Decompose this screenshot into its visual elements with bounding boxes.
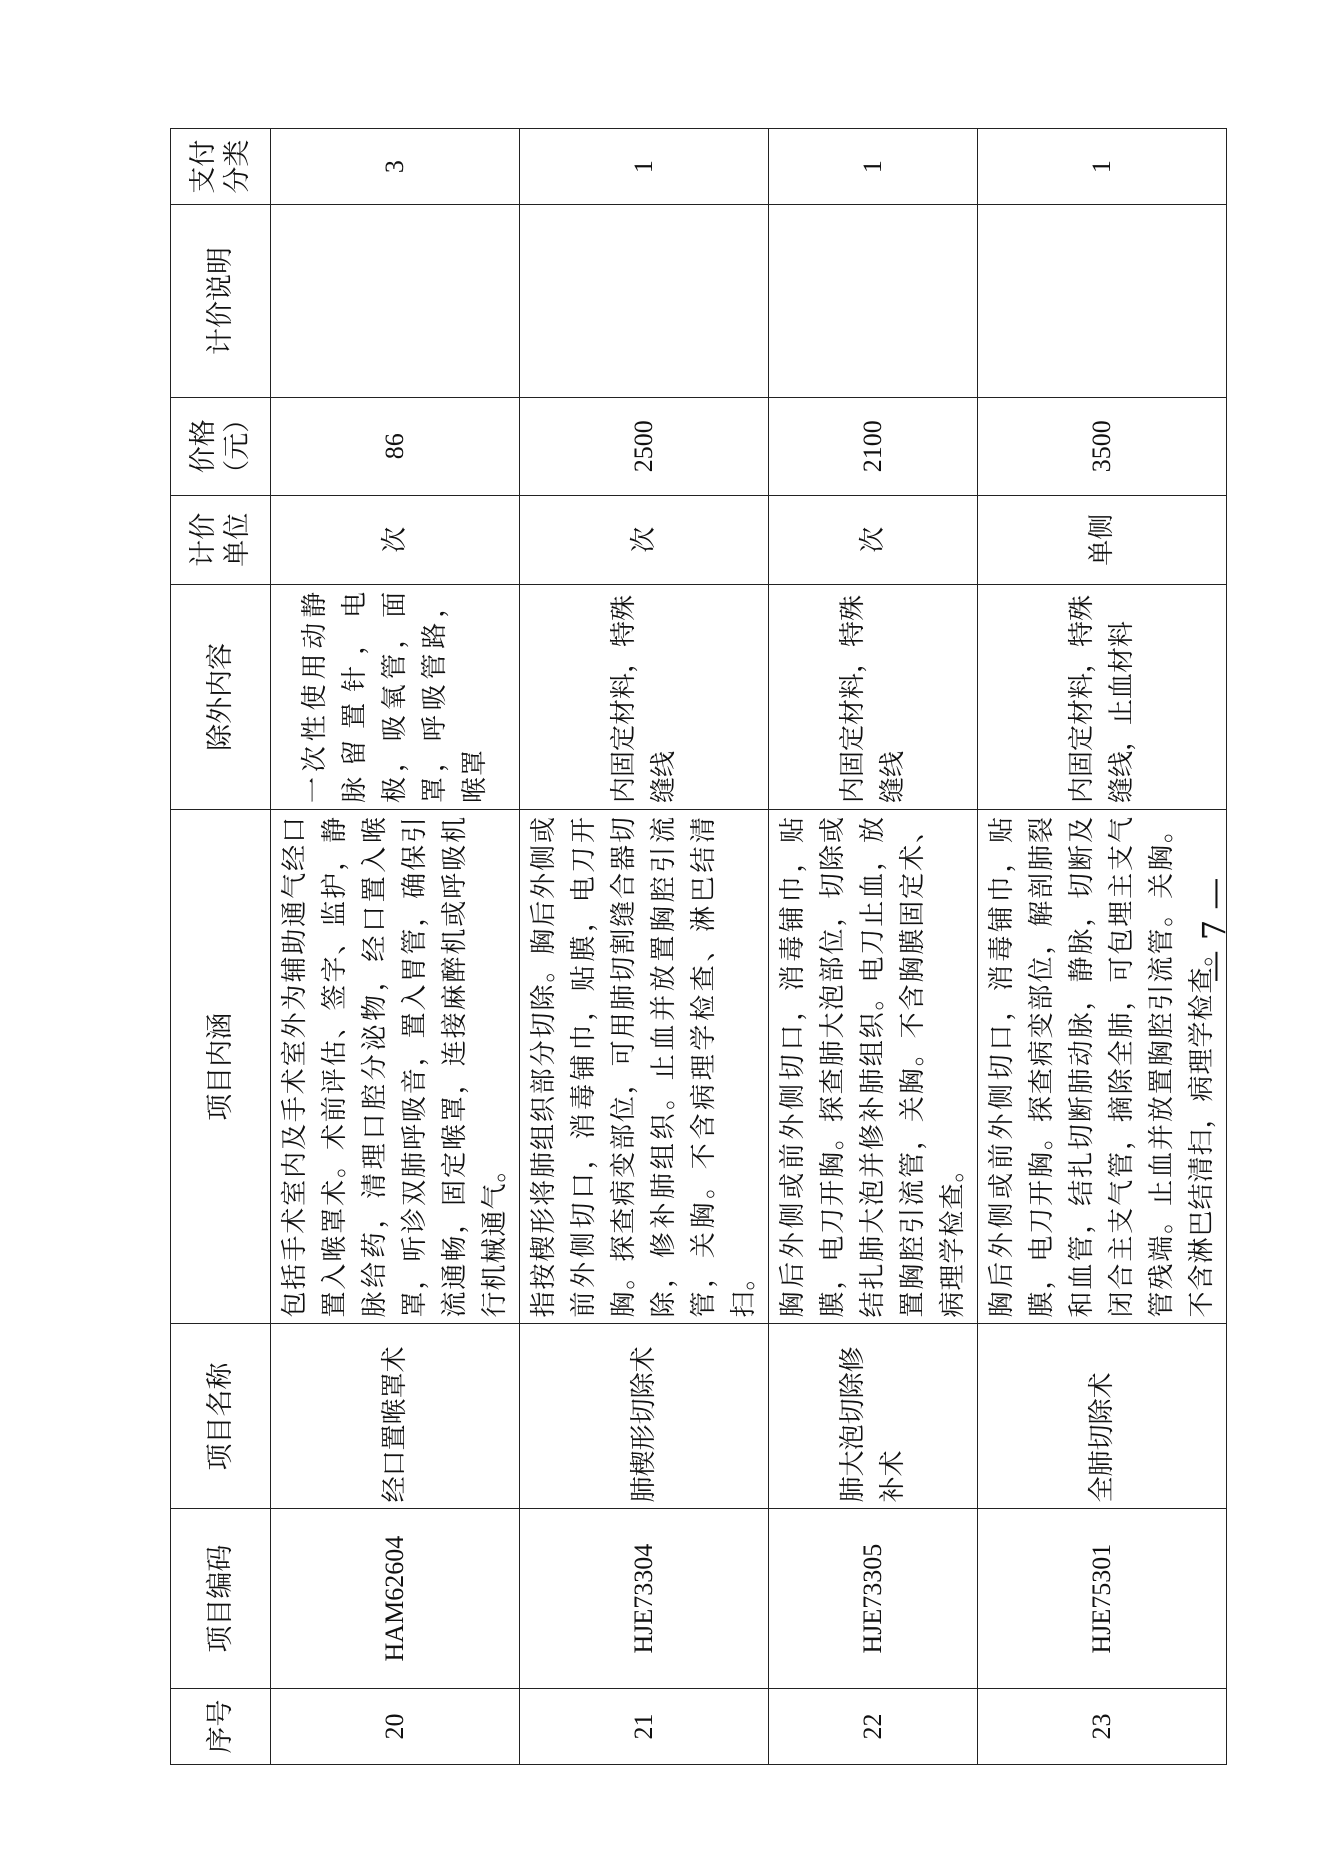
header-pricing-note: 计价说明 (171, 205, 271, 398)
header-seq: 序号 (171, 1688, 271, 1764)
cell-excluded: 内固定材料，特殊缝线 (769, 584, 978, 809)
cell-price: 2100 (769, 397, 978, 495)
cell-code: HJE73304 (520, 1509, 769, 1688)
cell-name: 肺大泡切除修补术 (769, 1324, 978, 1509)
header-unit: 计价单位 (171, 495, 271, 584)
cell-content: 指按楔形将肺组织部分切除。胸后外侧或前外侧切口，消毒铺巾，贴膜，电刀开胸。探查病变部位，可用肺切割缝合器切除，修补肺组织。止血并放置胸腔引流管，关胸。不含病理学检查、淋巴结清扫。 (520, 809, 769, 1324)
cell-content: 胸后外侧或前外侧切口，消毒铺巾，贴膜，电刀开胸。探查病变部位，解剖肺裂和血管，结扎切断肺动脉，静脉，切断及闭合主支气管，摘除全肺，可包埋主支气管残端。止血并放置胸腔引流管。关胸。不含淋巴结清扫，病理学检查。 (978, 809, 1227, 1324)
cell-pricing-note (271, 205, 520, 398)
cell-seq: 22 (769, 1688, 978, 1764)
cell-content: 胸后外侧或前外侧切口，消毒铺巾，贴膜，电刀开胸。探查肺大泡部位，切除或结扎肺大泡并修补肺组织。电刀止血，放置胸腔引流管，关胸。不含胸膜固定术、病理学检查。 (769, 809, 978, 1324)
cell-payment-class: 1 (769, 129, 978, 205)
header-excluded: 除外内容 (171, 584, 271, 809)
cell-unit: 次 (520, 495, 769, 584)
fee-schedule-table (170, 128, 1227, 1765)
header-code: 项目编码 (171, 1509, 271, 1688)
cell-seq: 23 (978, 1688, 1227, 1764)
header-content: 项目内涵 (171, 809, 271, 1324)
cell-pricing-note (769, 205, 978, 398)
cell-price: 3500 (978, 397, 1227, 495)
table-row (271, 129, 520, 1765)
cell-payment-class: 1 (978, 129, 1227, 205)
header-row (171, 129, 271, 1765)
cell-price: 2500 (520, 397, 769, 495)
cell-excluded: 内固定材料，特殊缝线 (520, 584, 769, 809)
cell-pricing-note (520, 205, 769, 398)
cell-excluded: 一次性使用动静脉留置针，电极，吸氧管，面罩，呼吸管路，喉罩 (271, 584, 520, 809)
cell-price: 86 (271, 397, 520, 495)
cell-seq: 21 (520, 1688, 769, 1764)
header-name: 项目名称 (171, 1324, 271, 1509)
cell-unit: 次 (769, 495, 978, 584)
cell-content: 包括手术室内及手术室外为辅助通气经口置入喉罩术。术前评估、签字、监护，静脉给药，清理口腔分泌物，经口置入喉罩，听诊双肺呼吸音，置入胃管，确保引流通畅，固定喉罩，连接麻醉机或呼吸机行机械通气。 (271, 809, 520, 1324)
cell-excluded: 内固定材料，特殊缝线，止血材料 (978, 584, 1227, 809)
cell-code: HJE73305 (769, 1509, 978, 1688)
cell-code: HJE75301 (978, 1509, 1227, 1688)
header-price: 价格（元） (171, 397, 271, 495)
cell-pricing-note (978, 205, 1227, 398)
cell-name: 肺楔形切除术 (520, 1324, 769, 1509)
cell-seq: 20 (271, 1688, 520, 1764)
rotated-page-content (170, 128, 1217, 1765)
cell-code: HAM62604 (271, 1509, 520, 1688)
cell-unit: 次 (271, 495, 520, 584)
cell-payment-class: 3 (271, 129, 520, 205)
cell-name: 经口置喉罩术 (271, 1324, 520, 1509)
cell-payment-class: 1 (520, 129, 769, 205)
table-row (520, 129, 769, 1765)
cell-unit: 单侧 (978, 495, 1227, 584)
table-row (769, 129, 978, 1765)
page-number: — 7 — (1195, 877, 1233, 983)
cell-name: 全肺切除术 (978, 1324, 1227, 1509)
header-payment-class: 支付分类 (171, 129, 271, 205)
